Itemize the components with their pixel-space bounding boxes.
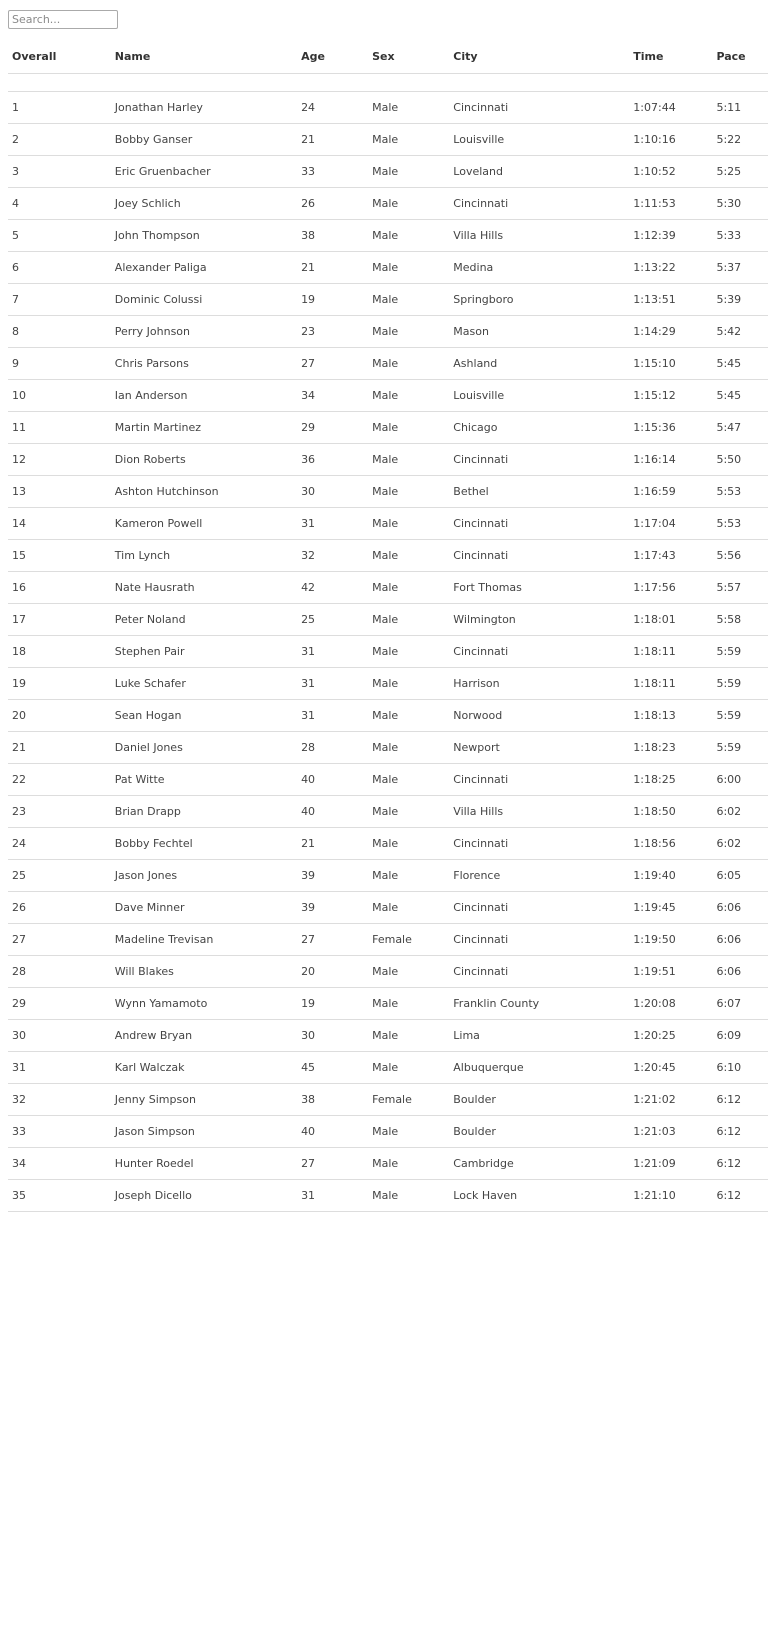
table-row [8,668,768,700]
table-row [8,316,768,348]
cell-pace: 6:02 [712,828,768,860]
cell-sex: Male [368,988,449,1020]
cell-city: Louisville [449,124,629,156]
cell-age: 28 [297,732,368,764]
cell-pace: 5:59 [712,700,768,732]
cell-age: 31 [297,700,368,732]
cell-overall: 30 [8,1020,111,1052]
cell-age: 39 [297,892,368,924]
table-row [8,1020,768,1052]
table-row [8,796,768,828]
table-row [8,284,768,316]
table-row [8,540,768,572]
cell-pace: 6:06 [712,892,768,924]
table-row [8,220,768,252]
cell-city: Cincinnati [449,444,629,476]
cell-sex: Female [368,1084,449,1116]
cell-city: Cincinnati [449,764,629,796]
table-row [8,508,768,540]
cell-sex: Male [368,1180,449,1212]
cell-time: 1:21:02 [629,1084,712,1116]
cell-time: 1:10:52 [629,156,712,188]
cell-age: 36 [297,444,368,476]
cell-pace: 5:59 [712,668,768,700]
cell-overall: 13 [8,476,111,508]
cell-name: Martin Martinez [111,412,297,444]
cell-city: Boulder [449,1116,629,1148]
results-table-header [8,40,768,74]
cell-pace: 5:45 [712,348,768,380]
cell-sex: Male [368,764,449,796]
cell-overall: 7 [8,284,111,316]
table-row [8,1116,768,1148]
cell-time: 1:20:45 [629,1052,712,1084]
cell-city: Medina [449,252,629,284]
cell-age: 20 [297,956,368,988]
cell-city: Florence [449,860,629,892]
results-table [8,40,768,1212]
table-row [8,1084,768,1116]
cell-time: 1:19:50 [629,924,712,956]
cell-sex: Male [368,92,449,124]
cell-overall: 31 [8,1052,111,1084]
cell-sex: Male [368,796,449,828]
cell-sex: Female [368,924,449,956]
cell-overall: 11 [8,412,111,444]
cell-city: Villa Hills [449,220,629,252]
cell-sex: Male [368,1116,449,1148]
cell-name: Joseph Dicello [111,1180,297,1212]
cell-city: Cincinnati [449,892,629,924]
cell-city: Albuquerque [449,1052,629,1084]
cell-city: Boulder [449,1084,629,1116]
cell-pace: 5:37 [712,252,768,284]
cell-time: 1:14:29 [629,316,712,348]
cell-time: 1:17:56 [629,572,712,604]
spacer-row [8,74,768,92]
cell-name: Jenny Simpson [111,1084,297,1116]
cell-overall: 17 [8,604,111,636]
cell-overall: 33 [8,1116,111,1148]
table-row [8,444,768,476]
cell-name: Brian Drapp [111,796,297,828]
cell-time: 1:15:12 [629,380,712,412]
cell-name: Nate Hausrath [111,572,297,604]
table-row [8,956,768,988]
cell-city: Lima [449,1020,629,1052]
table-row [8,252,768,284]
cell-pace: 5:57 [712,572,768,604]
column-header-city[interactable]: City [449,40,629,74]
column-header-pace[interactable]: Pace [712,40,768,74]
cell-age: 45 [297,1052,368,1084]
cell-sex: Male [368,316,449,348]
cell-time: 1:18:11 [629,668,712,700]
cell-pace: 5:56 [712,540,768,572]
cell-time: 1:11:53 [629,188,712,220]
cell-time: 1:13:51 [629,284,712,316]
table-row [8,764,768,796]
cell-age: 21 [297,124,368,156]
cell-sex: Male [368,668,449,700]
table-row [8,732,768,764]
cell-pace: 5:45 [712,380,768,412]
cell-sex: Male [368,252,449,284]
cell-city: Cambridge [449,1148,629,1180]
cell-name: Jonathan Harley [111,92,297,124]
cell-name: Jason Jones [111,860,297,892]
cell-name: Jason Simpson [111,1116,297,1148]
cell-time: 1:15:10 [629,348,712,380]
cell-sex: Male [368,732,449,764]
cell-sex: Male [368,604,449,636]
cell-age: 32 [297,540,368,572]
table-row [8,1052,768,1084]
cell-overall: 5 [8,220,111,252]
cell-time: 1:20:25 [629,1020,712,1052]
cell-pace: 6:12 [712,1180,768,1212]
cell-city: Cincinnati [449,540,629,572]
table-row [8,604,768,636]
cell-name: Peter Noland [111,604,297,636]
cell-city: Chicago [449,412,629,444]
cell-overall: 16 [8,572,111,604]
cell-time: 1:19:40 [629,860,712,892]
cell-age: 39 [297,860,368,892]
cell-overall: 21 [8,732,111,764]
cell-city: Fort Thomas [449,572,629,604]
cell-city: Lock Haven [449,1180,629,1212]
cell-city: Cincinnati [449,508,629,540]
cell-overall: 1 [8,92,111,124]
cell-name: Will Blakes [111,956,297,988]
cell-name: Ashton Hutchinson [111,476,297,508]
cell-city: Cincinnati [449,828,629,860]
table-row [8,476,768,508]
cell-time: 1:10:16 [629,124,712,156]
cell-pace: 6:12 [712,1084,768,1116]
cell-name: Kameron Powell [111,508,297,540]
table-row [8,636,768,668]
cell-age: 24 [297,92,368,124]
cell-age: 21 [297,828,368,860]
cell-sex: Male [368,1020,449,1052]
cell-age: 19 [297,988,368,1020]
cell-overall: 4 [8,188,111,220]
cell-age: 40 [297,764,368,796]
cell-age: 40 [297,1116,368,1148]
cell-age: 31 [297,668,368,700]
search-container [8,8,118,29]
cell-city: Newport [449,732,629,764]
cell-overall: 25 [8,860,111,892]
header-row [8,40,768,74]
cell-time: 1:16:14 [629,444,712,476]
cell-name: Wynn Yamamoto [111,988,297,1020]
table-row [8,412,768,444]
cell-city: Louisville [449,380,629,412]
cell-pace: 6:06 [712,956,768,988]
cell-city: Franklin County [449,988,629,1020]
cell-name: Sean Hogan [111,700,297,732]
cell-time: 1:18:13 [629,700,712,732]
cell-time: 1:21:09 [629,1148,712,1180]
cell-pace: 6:02 [712,796,768,828]
column-header-sex[interactable]: Sex [368,40,449,74]
cell-city: Villa Hills [449,796,629,828]
cell-overall: 8 [8,316,111,348]
column-header-time[interactable]: Time [629,40,712,74]
cell-name: Madeline Trevisan [111,924,297,956]
cell-sex: Male [368,700,449,732]
cell-time: 1:07:44 [629,92,712,124]
cell-pace: 6:05 [712,860,768,892]
cell-sex: Male [368,636,449,668]
cell-name: Daniel Jones [111,732,297,764]
table-row [8,1180,768,1212]
cell-pace: 5:53 [712,476,768,508]
cell-age: 31 [297,508,368,540]
cell-age: 34 [297,380,368,412]
cell-pace: 5:50 [712,444,768,476]
table-row [8,1148,768,1180]
cell-pace: 6:00 [712,764,768,796]
cell-overall: 2 [8,124,111,156]
cell-name: Stephen Pair [111,636,297,668]
cell-pace: 6:06 [712,924,768,956]
cell-pace: 5:33 [712,220,768,252]
cell-pace: 6:12 [712,1116,768,1148]
cell-time: 1:18:23 [629,732,712,764]
cell-name: Andrew Bryan [111,1020,297,1052]
cell-city: Springboro [449,284,629,316]
table-row [8,124,768,156]
cell-age: 42 [297,572,368,604]
cell-overall: 15 [8,540,111,572]
cell-sex: Male [368,220,449,252]
cell-sex: Male [368,540,449,572]
cell-pace: 5:22 [712,124,768,156]
cell-age: 38 [297,1084,368,1116]
cell-age: 33 [297,156,368,188]
cell-age: 27 [297,1148,368,1180]
cell-time: 1:18:01 [629,604,712,636]
table-row [8,860,768,892]
cell-sex: Male [368,508,449,540]
search-input[interactable] [8,10,118,29]
cell-name: Pat Witte [111,764,297,796]
cell-overall: 32 [8,1084,111,1116]
cell-overall: 3 [8,156,111,188]
cell-overall: 22 [8,764,111,796]
cell-name: Dave Minner [111,892,297,924]
cell-sex: Male [368,892,449,924]
cell-age: 25 [297,604,368,636]
cell-sex: Male [368,188,449,220]
cell-name: Alexander Paliga [111,252,297,284]
table-row [8,92,768,124]
column-header-name[interactable]: Name [111,40,297,74]
cell-time: 1:16:59 [629,476,712,508]
cell-pace: 5:47 [712,412,768,444]
cell-age: 29 [297,412,368,444]
cell-time: 1:19:45 [629,892,712,924]
cell-pace: 6:09 [712,1020,768,1052]
cell-name: Joey Schlich [111,188,297,220]
table-row [8,380,768,412]
cell-city: Loveland [449,156,629,188]
table-row [8,924,768,956]
cell-sex: Male [368,1052,449,1084]
cell-time: 1:17:04 [629,508,712,540]
table-row [8,988,768,1020]
cell-overall: 23 [8,796,111,828]
cell-name: Bobby Ganser [111,124,297,156]
cell-age: 38 [297,220,368,252]
cell-pace: 5:59 [712,636,768,668]
table-row [8,348,768,380]
cell-sex: Male [368,572,449,604]
cell-age: 21 [297,252,368,284]
cell-overall: 28 [8,956,111,988]
cell-name: Luke Schafer [111,668,297,700]
cell-age: 31 [297,636,368,668]
cell-name: Tim Lynch [111,540,297,572]
cell-time: 1:21:03 [629,1116,712,1148]
cell-city: Bethel [449,476,629,508]
cell-name: Ian Anderson [111,380,297,412]
cell-pace: 5:59 [712,732,768,764]
cell-pace: 5:39 [712,284,768,316]
cell-age: 31 [297,1180,368,1212]
cell-pace: 6:07 [712,988,768,1020]
cell-city: Cincinnati [449,188,629,220]
cell-name: Karl Walczak [111,1052,297,1084]
table-row [8,156,768,188]
cell-sex: Male [368,956,449,988]
cell-pace: 5:30 [712,188,768,220]
cell-sex: Male [368,444,449,476]
cell-sex: Male [368,1148,449,1180]
cell-city: Cincinnati [449,924,629,956]
cell-name: Bobby Fechtel [111,828,297,860]
cell-time: 1:12:39 [629,220,712,252]
cell-time: 1:13:22 [629,252,712,284]
column-header-age[interactable]: Age [297,40,368,74]
cell-sex: Male [368,284,449,316]
cell-sex: Male [368,124,449,156]
results-table-body [8,74,768,1212]
cell-age: 30 [297,1020,368,1052]
cell-time: 1:15:36 [629,412,712,444]
cell-overall: 19 [8,668,111,700]
cell-city: Wilmington [449,604,629,636]
cell-sex: Male [368,156,449,188]
cell-time: 1:18:56 [629,828,712,860]
cell-sex: Male [368,380,449,412]
cell-pace: 5:58 [712,604,768,636]
table-row [8,700,768,732]
cell-time: 1:18:11 [629,636,712,668]
cell-name: John Thompson [111,220,297,252]
cell-age: 19 [297,284,368,316]
column-header-overall[interactable]: Overall [8,40,111,74]
table-row [8,188,768,220]
cell-pace: 5:11 [712,92,768,124]
cell-pace: 5:53 [712,508,768,540]
cell-overall: 26 [8,892,111,924]
cell-city: Cincinnati [449,92,629,124]
cell-pace: 5:25 [712,156,768,188]
cell-overall: 6 [8,252,111,284]
cell-city: Mason [449,316,629,348]
cell-overall: 27 [8,924,111,956]
cell-sex: Male [368,348,449,380]
cell-sex: Male [368,828,449,860]
cell-age: 30 [297,476,368,508]
table-row [8,892,768,924]
cell-age: 23 [297,316,368,348]
cell-sex: Male [368,860,449,892]
cell-pace: 6:10 [712,1052,768,1084]
cell-pace: 6:12 [712,1148,768,1180]
cell-city: Norwood [449,700,629,732]
cell-sex: Male [368,476,449,508]
cell-city: Cincinnati [449,956,629,988]
cell-time: 1:18:50 [629,796,712,828]
cell-time: 1:17:43 [629,540,712,572]
cell-overall: 12 [8,444,111,476]
cell-name: Dominic Colussi [111,284,297,316]
cell-sex: Male [368,412,449,444]
cell-city: Harrison [449,668,629,700]
cell-city: Cincinnati [449,636,629,668]
cell-time: 1:21:10 [629,1180,712,1212]
cell-age: 40 [297,796,368,828]
cell-name: Chris Parsons [111,348,297,380]
cell-name: Eric Gruenbacher [111,156,297,188]
cell-age: 27 [297,348,368,380]
cell-overall: 10 [8,380,111,412]
cell-overall: 14 [8,508,111,540]
cell-overall: 20 [8,700,111,732]
cell-age: 26 [297,188,368,220]
cell-overall: 18 [8,636,111,668]
table-row [8,572,768,604]
cell-overall: 34 [8,1148,111,1180]
cell-age: 27 [297,924,368,956]
cell-city: Ashland [449,348,629,380]
cell-time: 1:20:08 [629,988,712,1020]
cell-name: Hunter Roedel [111,1148,297,1180]
cell-time: 1:19:51 [629,956,712,988]
cell-overall: 29 [8,988,111,1020]
spacer-cell [8,74,768,92]
cell-time: 1:18:25 [629,764,712,796]
cell-overall: 24 [8,828,111,860]
cell-pace: 5:42 [712,316,768,348]
cell-overall: 9 [8,348,111,380]
cell-name: Perry Johnson [111,316,297,348]
table-row [8,828,768,860]
cell-overall: 35 [8,1180,111,1212]
cell-name: Dion Roberts [111,444,297,476]
